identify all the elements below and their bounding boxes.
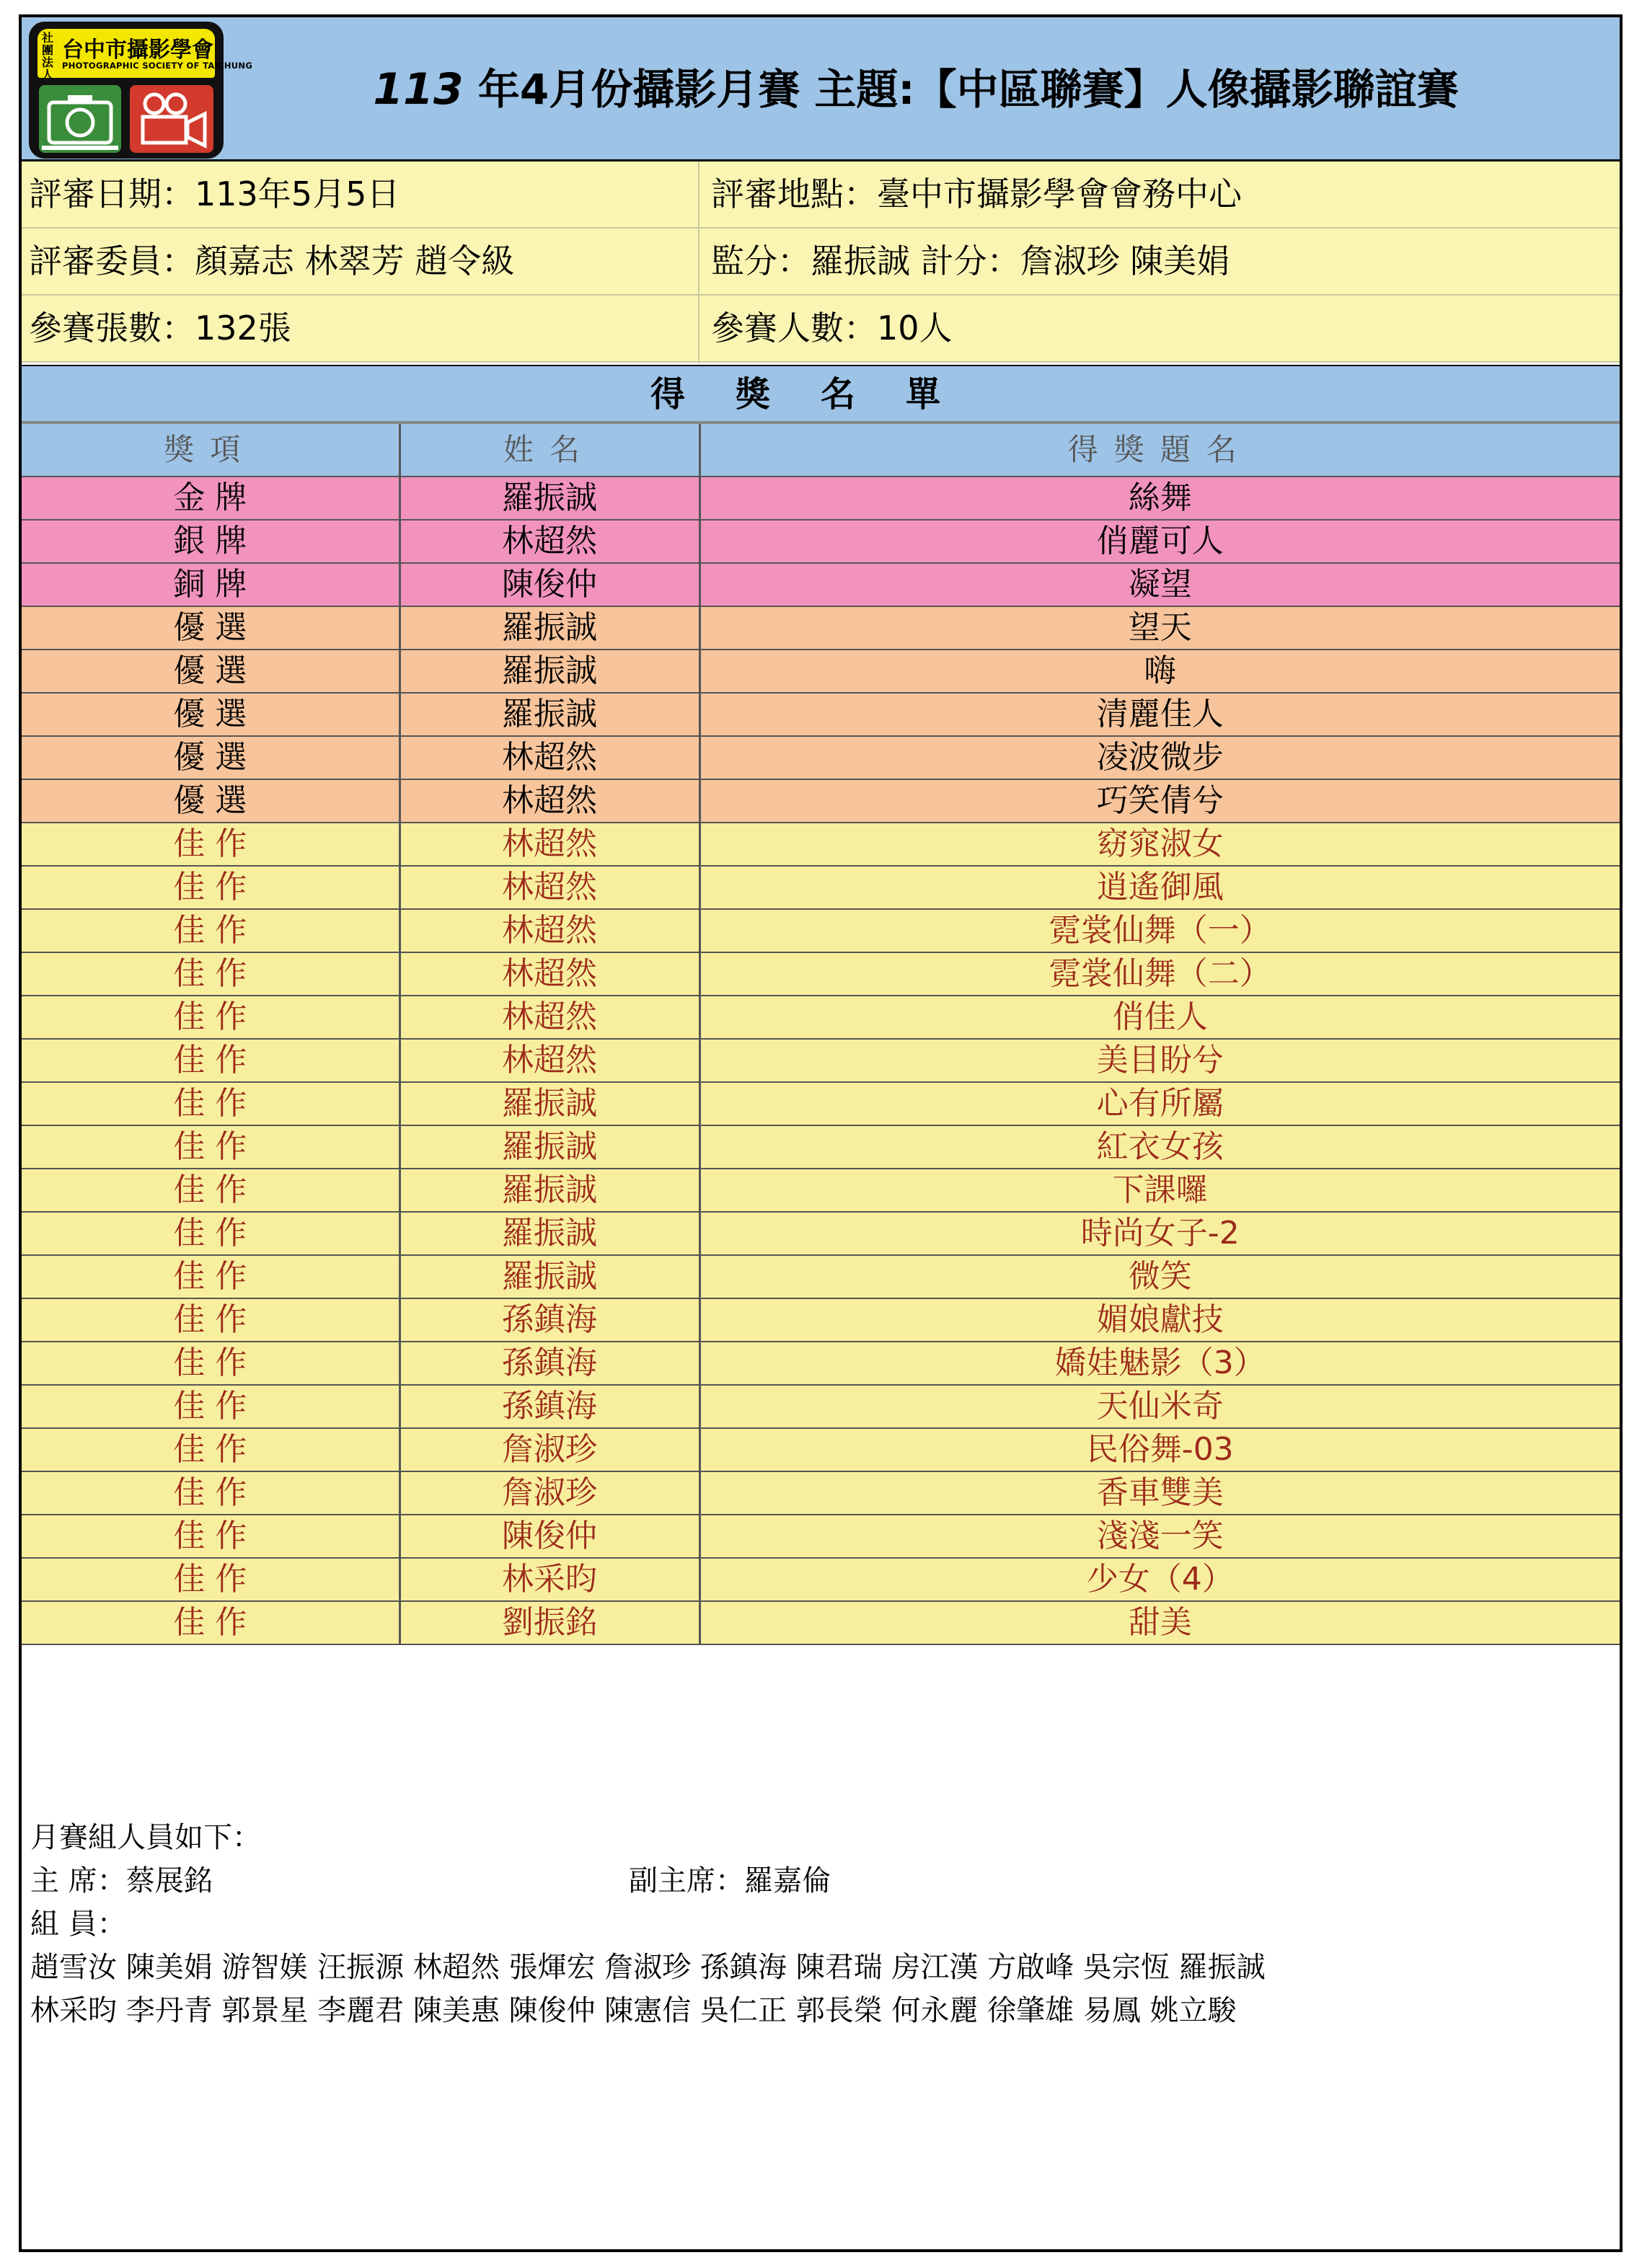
work-title: 美目盼兮 <box>699 1039 1620 1082</box>
award-row <box>22 1515 1620 1558</box>
column-header-award: 獎項 <box>22 424 400 477</box>
camera-icon <box>39 85 121 153</box>
work-title: 民俗舞-03 <box>699 1428 1620 1471</box>
work-title: 巧笑倩兮 <box>699 779 1620 823</box>
info-row-date-place <box>22 161 1620 229</box>
members-heading: 月賽組人員如下： <box>30 1821 261 1854</box>
page-title <box>231 17 1601 161</box>
work-title: 凌波微步 <box>699 736 1620 779</box>
winner-name: 孫鎮海 <box>400 1342 699 1385</box>
organizing-members <box>30 1817 1266 2033</box>
award-row <box>22 563 1620 606</box>
award-row <box>22 952 1620 996</box>
winner-name: 林超然 <box>400 823 699 866</box>
award-type: 佳 作 <box>22 823 400 866</box>
winner-name: 羅振誠 <box>400 1255 699 1298</box>
work-title: 俏麗可人 <box>699 520 1620 563</box>
title-number: 113 <box>373 64 464 115</box>
winner-name: 林超然 <box>400 779 699 823</box>
work-title: 少女（4） <box>699 1558 1620 1601</box>
society-logo <box>29 22 253 159</box>
work-title: 天仙米奇 <box>699 1385 1620 1428</box>
winner-name: 林超然 <box>400 520 699 563</box>
award-row <box>22 1428 1620 1471</box>
winner-name: 林采昀 <box>400 1558 699 1601</box>
winner-name: 林超然 <box>400 866 699 909</box>
award-type: 佳 作 <box>22 952 400 996</box>
award-row <box>22 1342 1620 1385</box>
award-row <box>22 1212 1620 1255</box>
winner-name: 羅振誠 <box>400 693 699 736</box>
award-row <box>22 823 1620 866</box>
award-row <box>22 1471 1620 1515</box>
award-row <box>22 996 1620 1039</box>
award-type: 佳 作 <box>22 1255 400 1298</box>
award-type: 佳 作 <box>22 1169 400 1212</box>
winner-name: 羅振誠 <box>400 1125 699 1169</box>
work-title: 霓裳仙舞（二） <box>699 952 1620 996</box>
winner-name: 林超然 <box>400 736 699 779</box>
awards-body <box>22 477 1620 1644</box>
work-title: 心有所屬 <box>699 1082 1620 1125</box>
info-row-judges <box>22 229 1620 296</box>
work-title: 下課囉 <box>699 1169 1620 1212</box>
award-row <box>22 1125 1620 1169</box>
chair-row <box>30 1860 1266 1903</box>
award-row <box>22 1169 1620 1212</box>
title-text: 年4月份攝影月賽 主題:【中區聯賽】人像攝影聯誼賽 <box>477 65 1459 114</box>
winner-name: 陳俊仲 <box>400 1515 699 1558</box>
winner-name: 陳俊仲 <box>400 563 699 606</box>
award-type: 佳 作 <box>22 1342 400 1385</box>
work-title: 絲舞 <box>699 477 1620 520</box>
work-title: 紅衣女孩 <box>699 1125 1620 1169</box>
awards-header-row <box>22 424 1620 477</box>
logo-nameplate <box>37 29 253 81</box>
winner-name: 羅振誠 <box>400 1169 699 1212</box>
award-row <box>22 1255 1620 1298</box>
award-type: 優 選 <box>22 736 400 779</box>
winner-name: 林超然 <box>400 1039 699 1082</box>
work-title: 霓裳仙舞（一） <box>699 909 1620 952</box>
work-title: 媚娘獻技 <box>699 1298 1620 1342</box>
award-type: 銀 牌 <box>22 520 400 563</box>
award-row <box>22 477 1620 520</box>
members-label: 組 員： <box>30 1908 126 1941</box>
award-row <box>22 779 1620 823</box>
award-type: 佳 作 <box>22 1428 400 1471</box>
work-title: 嬌娃魅影（3） <box>699 1342 1620 1385</box>
vice-chair: 副主席：羅嘉倫 <box>629 1864 831 1897</box>
award-type: 佳 作 <box>22 996 400 1039</box>
winner-name: 羅振誠 <box>400 477 699 520</box>
work-title: 清麗佳人 <box>699 693 1620 736</box>
winner-name: 林超然 <box>400 952 699 996</box>
chair: 主 席：蔡展銘 <box>30 1864 213 1897</box>
award-type: 佳 作 <box>22 1125 400 1169</box>
column-header-name: 姓名 <box>400 424 699 477</box>
winner-name: 林超然 <box>400 909 699 952</box>
winner-name: 羅振誠 <box>400 1082 699 1125</box>
award-row <box>22 520 1620 563</box>
winner-name: 詹淑珍 <box>400 1428 699 1471</box>
award-type: 佳 作 <box>22 1471 400 1515</box>
info-row-counts <box>22 296 1620 363</box>
award-type: 佳 作 <box>22 1515 400 1558</box>
award-row <box>22 909 1620 952</box>
photo-count: 參賽張數：132張 <box>22 296 699 361</box>
results-sheet <box>19 14 1623 2252</box>
awards-table <box>22 424 1620 1645</box>
award-type: 佳 作 <box>22 1212 400 1255</box>
award-row <box>22 1082 1620 1125</box>
work-title: 凝望 <box>699 563 1620 606</box>
award-row <box>22 1039 1620 1082</box>
winners-heading: 得獎名單 <box>22 365 1620 424</box>
award-row <box>22 606 1620 650</box>
award-type: 優 選 <box>22 606 400 650</box>
award-type: 銅 牌 <box>22 563 400 606</box>
winner-name: 羅振誠 <box>400 606 699 650</box>
award-row <box>22 1558 1620 1601</box>
award-type: 金 牌 <box>22 477 400 520</box>
logo-org-prefix: 社團法人 <box>42 31 54 81</box>
award-type: 佳 作 <box>22 1558 400 1601</box>
award-row <box>22 693 1620 736</box>
header-banner <box>22 17 1620 161</box>
winner-name: 孫鎮海 <box>400 1385 699 1428</box>
award-type: 優 選 <box>22 779 400 823</box>
award-row <box>22 1601 1620 1644</box>
winner-name: 詹淑珍 <box>400 1471 699 1515</box>
winner-name: 羅振誠 <box>400 650 699 693</box>
work-title: 俏佳人 <box>699 996 1620 1039</box>
award-type: 優 選 <box>22 693 400 736</box>
work-title: 時尚女子-2 <box>699 1212 1620 1255</box>
participant-count: 參賽人數：10人 <box>711 309 953 347</box>
work-title: 嗨 <box>699 650 1620 693</box>
award-row <box>22 1385 1620 1428</box>
work-title: 望天 <box>699 606 1620 650</box>
winner-name: 孫鎮海 <box>400 1298 699 1342</box>
work-title: 微笑 <box>699 1255 1620 1298</box>
winner-name: 林超然 <box>400 996 699 1039</box>
award-type: 佳 作 <box>22 1082 400 1125</box>
work-title: 窈窕淑女 <box>699 823 1620 866</box>
award-type: 佳 作 <box>22 1039 400 1082</box>
logo-org-name: 台中市攝影學會 <box>62 37 213 63</box>
logo-org-en: PHOTOGRAPHIC SOCIETY OF TAICHUNG <box>62 61 253 71</box>
work-title: 甜美 <box>699 1601 1620 1644</box>
award-type: 佳 作 <box>22 1298 400 1342</box>
video-camera-icon <box>130 85 213 153</box>
award-type: 佳 作 <box>22 866 400 909</box>
judges: 評審委員：顏嘉志 林翠芳 趙令級 <box>22 229 699 294</box>
award-type: 佳 作 <box>22 1601 400 1644</box>
judging-place: 評審地點：臺中市攝影學會會務中心 <box>711 174 1242 213</box>
award-row <box>22 1298 1620 1342</box>
winner-name: 劉振銘 <box>400 1601 699 1644</box>
supervisor-scorers: 監分：羅振誠 計分：詹淑珍 陳美娟 <box>711 242 1230 280</box>
members-line-2: 林采昀 李丹青 郭景星 李麗君 陳美惠 陳俊仲 陳憲信 吳仁正 郭長榮 何永麗 徐肇雄 易鳳 姚立駿 <box>30 1994 1237 2027</box>
members-line-1: 趙雪汝 陳美娟 游智媄 汪振源 林超然 張煇宏 詹淑珍 孫鎮海 陳君瑞 房江漢 方啟峰 吳宗恆 羅振誠 <box>30 1951 1266 1984</box>
award-type: 佳 作 <box>22 1385 400 1428</box>
work-title: 逍遙御風 <box>699 866 1620 909</box>
award-row <box>22 866 1620 909</box>
award-type: 佳 作 <box>22 909 400 952</box>
judging-date: 評審日期：113年5月5日 <box>22 161 699 227</box>
award-row <box>22 650 1620 693</box>
work-title: 淺淺一笑 <box>699 1515 1620 1558</box>
work-title: 香車雙美 <box>699 1471 1620 1515</box>
award-type: 優 選 <box>22 650 400 693</box>
award-row <box>22 736 1620 779</box>
winner-name: 羅振誠 <box>400 1212 699 1255</box>
column-header-work: 得獎題名 <box>699 424 1620 477</box>
